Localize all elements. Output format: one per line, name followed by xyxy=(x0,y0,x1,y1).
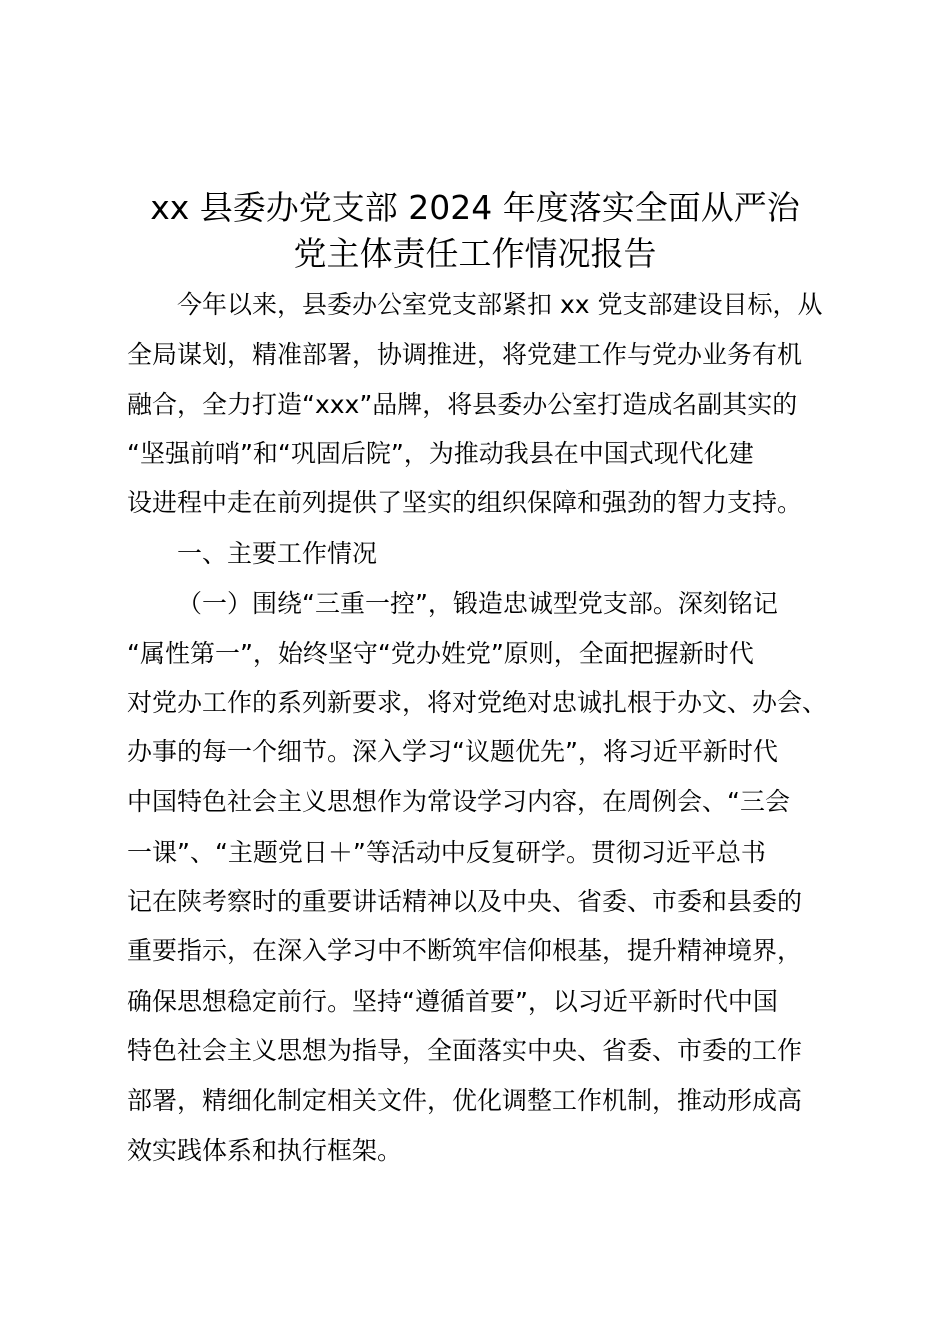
document-title-line-2: 党主体责任工作情况报告 xyxy=(293,234,657,273)
subsection-line-2: “属性第一”，始终坚守“党办姓党”原则，全面把握新时代 xyxy=(127,639,754,668)
subsection-line-9: 确保思想稳定前行。坚持“遵循首要”，以习近平新时代中国 xyxy=(127,987,778,1016)
subsection-line-11: 部署，精细化制定相关文件，优化调整工作机制，推动形成高 xyxy=(127,1086,803,1115)
section-heading: 一、主要工作情况 xyxy=(177,539,378,568)
subsection-line-7: 记在陕考察时的重要讲话精神以及中央、省委、市委和县委的 xyxy=(127,887,803,916)
intro-line-3: 融合，全力打造“xxx”品牌，将县委办公室打造成名副其实的 xyxy=(127,390,798,419)
subsection-line-10: 特色社会主义思想为指导，全面落实中央、省委、市委的工作 xyxy=(127,1036,803,1065)
subsection-line-3: 对党办工作的系列新要求，将对党绝对忠诚扎根于办文、办会、 xyxy=(127,688,828,717)
subsection-line-8: 重要指示，在深入学习中不断筑牢信仰根基，提升精神境界， xyxy=(127,936,803,965)
document-title-line-1: xx 县委办党支部 2024 年度落实全面从严治 xyxy=(150,188,800,227)
subsection-line-5: 中国特色社会主义思想作为常设学习内容，在周例会、“三会 xyxy=(127,787,790,816)
subsection-line-4: 办事的每一个细节。深入学习“议题优先”，将习近平新时代 xyxy=(127,737,778,766)
subsection-line-6: 一课”、“主题党日＋”等活动中反复研学。贯彻习近平总书 xyxy=(127,838,766,867)
intro-line-5: 设进程中走在前列提供了坚实的组织保障和强劲的智力支持。 xyxy=(127,488,803,517)
intro-line-1: 今年以来，县委办公室党支部紧扣 xx 党支部建设目标，从 xyxy=(177,290,823,319)
subsection-line-1: （一）围绕“三重一控”，锻造忠诚型党支部。深刻铭记 xyxy=(177,589,778,618)
intro-line-4: “坚强前哨”和“巩固后院”，为推动我县在中国式现代化建 xyxy=(127,439,754,468)
intro-line-2: 全局谋划，精准部署，协调推进，将党建工作与党办业务有机 xyxy=(127,340,803,369)
subsection-line-12: 效实践体系和执行框架。 xyxy=(127,1136,403,1165)
